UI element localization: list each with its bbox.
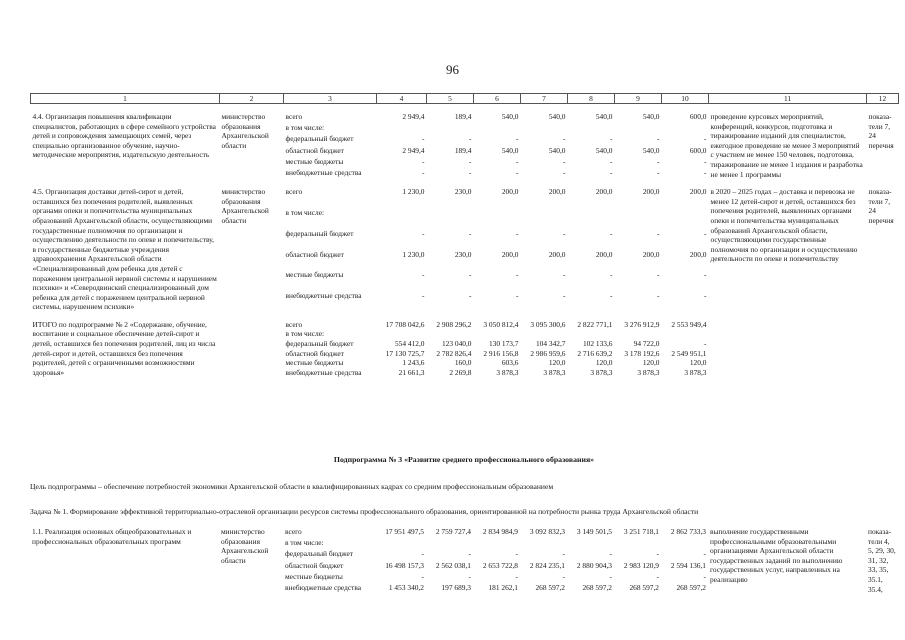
amount-cell: 2 549 951,1: [671, 348, 707, 358]
amount-cell: 200,0: [642, 249, 660, 259]
amount-cell: -: [469, 134, 472, 144]
col-header: 8: [568, 94, 615, 104]
amount-cell: -: [422, 134, 425, 144]
amount-cell: -: [515, 549, 518, 559]
indicators-ref: показа-тели 7, 24 перечня: [868, 187, 894, 225]
amount-cell: [615, 208, 662, 229]
amount-cell: -: [469, 228, 472, 238]
indicators-ref: показа-тели 7, 24 перечня: [868, 112, 894, 150]
funding-source-label: областной бюджет: [285, 560, 344, 570]
subprogram-3-title: Подпрограмма № 3 «Развитие среднего профессионального образования»: [333, 455, 595, 464]
amount-cell: [661, 538, 708, 549]
amount-cell: -: [610, 270, 613, 280]
amount-cell: -: [610, 167, 613, 177]
amount-cell: 120,0: [595, 358, 613, 368]
amount-cell: 1 453 340,2: [388, 582, 424, 592]
funding-source-label: в том числе:: [285, 538, 324, 548]
budget-table: [30, 93, 899, 377]
col-header: 5: [427, 94, 474, 104]
column-numbers-row: [31, 94, 899, 104]
amount-cell: 2 949,4: [402, 145, 425, 155]
amount-cell: 2 553 949,4: [671, 319, 707, 329]
amount-cell: 3 878,3: [496, 367, 519, 377]
measure-1-1: [30, 527, 898, 594]
amount-cell: [474, 329, 521, 339]
amount-cell: 230,0: [454, 187, 472, 197]
amount-cell: [473, 538, 520, 549]
amount-cell: [474, 123, 521, 134]
indicators-ref: показа-тели 4, 5, 29, 30, 31, 32, 33, 35, 35.1, 35.4,: [868, 527, 896, 594]
amount-cell: -: [469, 270, 472, 280]
amount-cell: 230,0: [454, 249, 472, 259]
col-header: 3: [284, 94, 377, 104]
amount-cell: -: [421, 571, 424, 581]
amount-cell: -: [563, 156, 566, 166]
col-header: 1: [31, 94, 220, 104]
amount-cell: 268 597,2: [629, 582, 659, 592]
amount-cell: -: [704, 339, 707, 349]
expected-result: проведение курсовых мероприятий, конференций, конкурсов, подготовка и тиражирование изданий для специалистов, ежегодное проведение не менее 3 мероприятий с участием не менее 150 человек, подготовка, тиражирование не менее 1 издания и разработка не менее 1 программы: [710, 112, 863, 179]
amount-cell: -: [563, 134, 566, 144]
funding-source-label: местные бюджеты: [285, 571, 343, 581]
amount-cell: 197 689,3: [441, 582, 471, 592]
amount-cell: 1 243,6: [402, 358, 425, 368]
amount-cell: [662, 208, 709, 229]
amount-cell: [568, 208, 615, 229]
amount-cell: -: [516, 291, 519, 301]
amount-cell: 181 262,1: [488, 582, 518, 592]
amount-cell: -: [516, 270, 519, 280]
amount-cell: 554 412,0: [394, 339, 425, 349]
amount-cell: -: [704, 228, 707, 238]
amount-cell: -: [469, 156, 472, 166]
amount-cell: [662, 329, 709, 339]
amount-cell: 200,0: [595, 187, 613, 197]
amount-cell: 3 095 300,6: [530, 319, 566, 329]
amount-cell: 540,0: [501, 112, 519, 121]
amount-cell: -: [657, 134, 660, 144]
subprogram-2-total: [31, 320, 899, 378]
executor: министерство образования Архангельской области: [221, 112, 269, 150]
amount-cell: [377, 329, 427, 339]
funding-source-label: федеральный бюджет: [285, 228, 354, 238]
amount-cell: 104 342,7: [535, 339, 566, 349]
amount-cell: -: [703, 571, 706, 581]
col-header: 4: [377, 94, 427, 104]
amount-cell: 200,0: [548, 249, 566, 259]
amount-cell: 120,0: [642, 358, 660, 368]
amount-cell: -: [422, 167, 425, 177]
amount-cell: 17 951 497,5: [385, 527, 424, 536]
amount-cell: [567, 538, 614, 549]
amount-cell: 200,0: [689, 187, 707, 197]
amount-cell: 2 824 235,1: [529, 560, 565, 570]
amount-cell: [427, 208, 474, 229]
amount-cell: 540,0: [548, 145, 566, 155]
funding-source-label: внебюджетные средства: [285, 367, 362, 377]
amount-cell: -: [609, 549, 612, 559]
amount-cell: -: [703, 549, 706, 559]
amount-cell: 2 862 733,3: [670, 527, 706, 536]
indicators-ref: [867, 320, 899, 378]
col-header: 7: [521, 94, 568, 104]
amount-cell: -: [610, 291, 613, 301]
amount-cell: 3 878,3: [543, 367, 566, 377]
funding-source-label: всего: [285, 187, 303, 197]
amount-cell: -: [468, 549, 471, 559]
col-header: 6: [474, 94, 521, 104]
amount-cell: 540,0: [595, 112, 613, 121]
amount-cell: 200,0: [595, 249, 613, 259]
amount-cell: 160,0: [454, 358, 472, 368]
amount-cell: 2 983 120,9: [623, 560, 659, 570]
amount-cell: 17 708 042,6: [385, 319, 425, 329]
amount-cell: -: [656, 549, 659, 559]
amount-cell: 3 878,3: [590, 367, 613, 377]
amount-cell: 540,0: [595, 145, 613, 155]
measure-name: 1.1. Реализация основных общеобразовательных и профессиональных образовательных программ: [32, 527, 192, 546]
executor: министерство образования Архангельской области: [221, 187, 269, 225]
amount-cell: [474, 208, 521, 229]
amount-cell: 268 597,2: [582, 582, 612, 592]
amount-cell: -: [468, 571, 471, 581]
amount-cell: -: [610, 134, 613, 144]
amount-cell: [568, 329, 615, 339]
amount-cell: -: [422, 228, 425, 238]
funding-source-label: федеральный бюджет: [285, 134, 354, 144]
amount-cell: [662, 123, 709, 134]
col-header: 12: [867, 94, 899, 104]
amount-cell: -: [469, 167, 472, 177]
amount-cell: -: [657, 228, 660, 238]
source-row-total: [30, 527, 898, 538]
amount-cell: -: [704, 291, 707, 301]
amount-cell: 540,0: [501, 145, 519, 155]
amount-cell: 2 562 038,1: [435, 560, 471, 570]
budget-table-continued: [30, 527, 898, 594]
funding-source-label: внебюджетные средства: [285, 582, 362, 592]
col-header: 2: [220, 94, 284, 104]
amount-cell: 2 916 156,8: [483, 348, 519, 358]
amount-cell: -: [704, 270, 707, 280]
measure-name: 4.4. Организация повышения квалификации специалистов, работающих в сфере семейного устройства детей и сопровождения замещающих семей, через специально организованное обучение, научно-методические мероприятия, издательскую деятельность: [32, 112, 216, 160]
amount-cell: [615, 123, 662, 134]
amount-cell: -: [657, 270, 660, 280]
amount-cell: 130 173,7: [488, 339, 519, 349]
measure-name: ИТОГО по подпрограмме № 2 «Содержание, обучение, воспитание и социальное обеспечение детей-сирот и детей, оставшихся без попечения родителей, лиц из числа детей-сирот и детей, оставшихся без попечения родителей, детей с ограниченными возможностями здоровья»: [32, 319, 216, 377]
amount-cell: -: [516, 156, 519, 166]
amount-cell: 120,0: [548, 358, 566, 368]
amount-cell: -: [610, 156, 613, 166]
amount-cell: 189,4: [454, 145, 472, 155]
source-row-total: [31, 112, 899, 123]
amount-cell: -: [563, 270, 566, 280]
amount-cell: -: [563, 167, 566, 177]
funding-source-label: областной бюджет: [285, 348, 344, 358]
amount-cell: 200,0: [501, 187, 519, 197]
amount-cell: 3 178 192,6: [624, 348, 660, 358]
amount-cell: 268 597,2: [676, 582, 706, 592]
funding-source-label: федеральный бюджет: [285, 339, 354, 349]
amount-cell: -: [657, 291, 660, 301]
col-header: 10: [662, 94, 709, 104]
amount-cell: 540,0: [548, 112, 566, 121]
amount-cell: -: [657, 167, 660, 177]
amount-cell: 21 661,3: [398, 367, 425, 377]
funding-source-label: всего: [285, 319, 303, 329]
amount-cell: 200,0: [501, 249, 519, 259]
amount-cell: -: [422, 270, 425, 280]
measure-4-4: [31, 112, 899, 179]
amount-cell: -: [609, 571, 612, 581]
amount-cell: 3 878,3: [684, 367, 707, 377]
amount-cell: [427, 329, 474, 339]
funding-source-label: областной бюджет: [285, 145, 344, 155]
amount-cell: 268 597,2: [535, 582, 565, 592]
amount-cell: -: [657, 156, 660, 166]
amount-cell: 120,0: [689, 358, 707, 368]
amount-cell: 200,0: [689, 249, 707, 259]
amount-cell: 1 230,0: [402, 187, 425, 197]
amount-cell: -: [563, 228, 566, 238]
amount-cell: 17 130 725,7: [385, 348, 425, 358]
amount-cell: -: [422, 291, 425, 301]
amount-cell: [377, 208, 427, 229]
amount-cell: [615, 329, 662, 339]
amount-cell: 200,0: [642, 187, 660, 197]
amount-cell: 123 040,0: [441, 339, 472, 349]
amount-cell: 200,0: [548, 187, 566, 197]
amount-cell: 2 880 904,3: [576, 560, 612, 570]
amount-cell: -: [422, 156, 425, 166]
executor: министерство образования Архангельской области: [221, 527, 269, 565]
amount-cell: 2 269,8: [449, 367, 472, 377]
funding-source-label: местные бюджеты: [285, 156, 344, 166]
amount-cell: 2 822 771,1: [577, 319, 613, 329]
amount-cell: [568, 123, 615, 134]
funding-source-label: всего: [285, 527, 302, 536]
amount-cell: -: [516, 134, 519, 144]
amount-cell: -: [704, 134, 707, 144]
funding-source-label: областной бюджет: [285, 249, 344, 259]
amount-cell: -: [563, 291, 566, 301]
amount-cell: 3 276 912,9: [624, 319, 660, 329]
amount-cell: -: [515, 571, 518, 581]
amount-cell: -: [516, 167, 519, 177]
amount-cell: -: [610, 228, 613, 238]
source-row-total: [31, 187, 899, 208]
amount-cell: 2 782 826,4: [436, 348, 472, 358]
col-header: 11: [709, 94, 867, 104]
amount-cell: 540,0: [642, 112, 660, 121]
amount-cell: 2 834 984,9: [482, 527, 518, 536]
amount-cell: 3 878,3: [637, 367, 660, 377]
amount-cell: [426, 538, 473, 549]
amount-cell: 102 133,6: [582, 339, 613, 349]
funding-source-label: местные бюджеты: [285, 358, 344, 368]
amount-cell: [521, 329, 568, 339]
measure-4-5: [31, 187, 899, 312]
amount-cell: -: [421, 549, 424, 559]
amount-cell: 603,6: [501, 358, 519, 368]
amount-cell: -: [656, 571, 659, 581]
amount-cell: 2 594 136,1: [670, 560, 706, 570]
funding-source-label: внебюджетные средства: [285, 291, 362, 301]
measure-name: 4.5. Организация доставки детей-сирот и детей, оставшихся без попечения родителей, выявленных органами опеки и попечительства муниципальных образований Архангельской области, осуществляющими государственные полномочия по организации и осуществлению деятельности по опеке и попечительству, в государственные бюджетные учреждения здравоохранения Архангельской области «Специализированный дом ребенка для детей с поражением центральной нервной системы и нарушением психики» и «Северодвинский специализированный дом ребенка для детей с поражением центральной нервной системы, нарушением психики»: [32, 187, 217, 312]
col-header: 9: [615, 94, 662, 104]
executor: [220, 320, 284, 378]
subprogram-task: Задача № 1. Формирование эффективной территориально-отраслевой организации ресурсов системы профессионального образования, ориентированной на потребности рынка труда Архангельской области: [30, 507, 699, 516]
amount-cell: 2 716 639,2: [577, 348, 613, 358]
amount-cell: 189,4: [454, 112, 472, 121]
amount-cell: -: [704, 167, 707, 177]
amount-cell: [520, 538, 567, 549]
amount-cell: [377, 123, 427, 134]
amount-cell: 94 722,0: [633, 339, 660, 349]
amount-cell: 3 251 718,1: [623, 527, 659, 536]
amount-cell: -: [516, 228, 519, 238]
funding-source-label: всего: [285, 112, 303, 121]
amount-cell: 16 498 157,3: [385, 560, 424, 570]
expected-result: в 2020 – 2025 годах – доставка и перевозка не менее 12 детей-сирот и детей, оставшихся без попечения родителей, выявленных органами опеки и попечительства муниципальных образований Архангельской области, осуществляющими государственные полномочия по организации и осуществлению деятельности по опеке и попечительству: [710, 187, 858, 264]
funding-source-label: местные бюджеты: [285, 270, 344, 280]
amount-cell: -: [562, 549, 565, 559]
amount-cell: 2 986 959,6: [530, 348, 566, 358]
page-number: 96: [446, 62, 459, 77]
amount-cell: -: [562, 571, 565, 581]
expected-result: [709, 320, 867, 378]
source-row-total: [31, 320, 899, 330]
expected-result: выполнение государственными профессиональными образовательными организациями Архангельской области государственных заданий по выполнению государственных услуг, направленных на реализацию: [710, 527, 843, 584]
amount-cell: -: [704, 156, 707, 166]
funding-source-label: федеральный бюджет: [285, 549, 354, 559]
amount-cell: 3 092 832,3: [529, 527, 565, 536]
amount-cell: 600,0: [689, 145, 707, 155]
funding-source-label: в том числе:: [285, 123, 325, 133]
amount-cell: 2 908 296,2: [436, 319, 472, 329]
funding-source-label: в том числе:: [285, 207, 325, 217]
amount-cell: 2 759 727,4: [435, 527, 471, 536]
amount-cell: 600,0: [689, 112, 707, 121]
amount-cell: 3 050 812,4: [483, 319, 519, 329]
subprogram-goal: Цель подпрограммы – обеспечение потребностей экономики Архангельской области в квалифицированных кадрах со средним профессиональным образованием: [30, 482, 554, 491]
funding-source-label: в том числе:: [285, 329, 325, 339]
amount-cell: [521, 123, 568, 134]
amount-cell: 2 653 722,8: [482, 560, 518, 570]
amount-cell: 1 230,0: [402, 249, 425, 259]
amount-cell: 540,0: [642, 145, 660, 155]
amount-cell: [376, 538, 426, 549]
amount-cell: [427, 123, 474, 134]
amount-cell: [614, 538, 661, 549]
funding-source-label: внебюджетные средства: [285, 167, 362, 177]
amount-cell: 3 149 501,5: [576, 527, 612, 536]
amount-cell: 2 949,4: [402, 112, 425, 121]
amount-cell: [521, 208, 568, 229]
amount-cell: -: [469, 291, 472, 301]
